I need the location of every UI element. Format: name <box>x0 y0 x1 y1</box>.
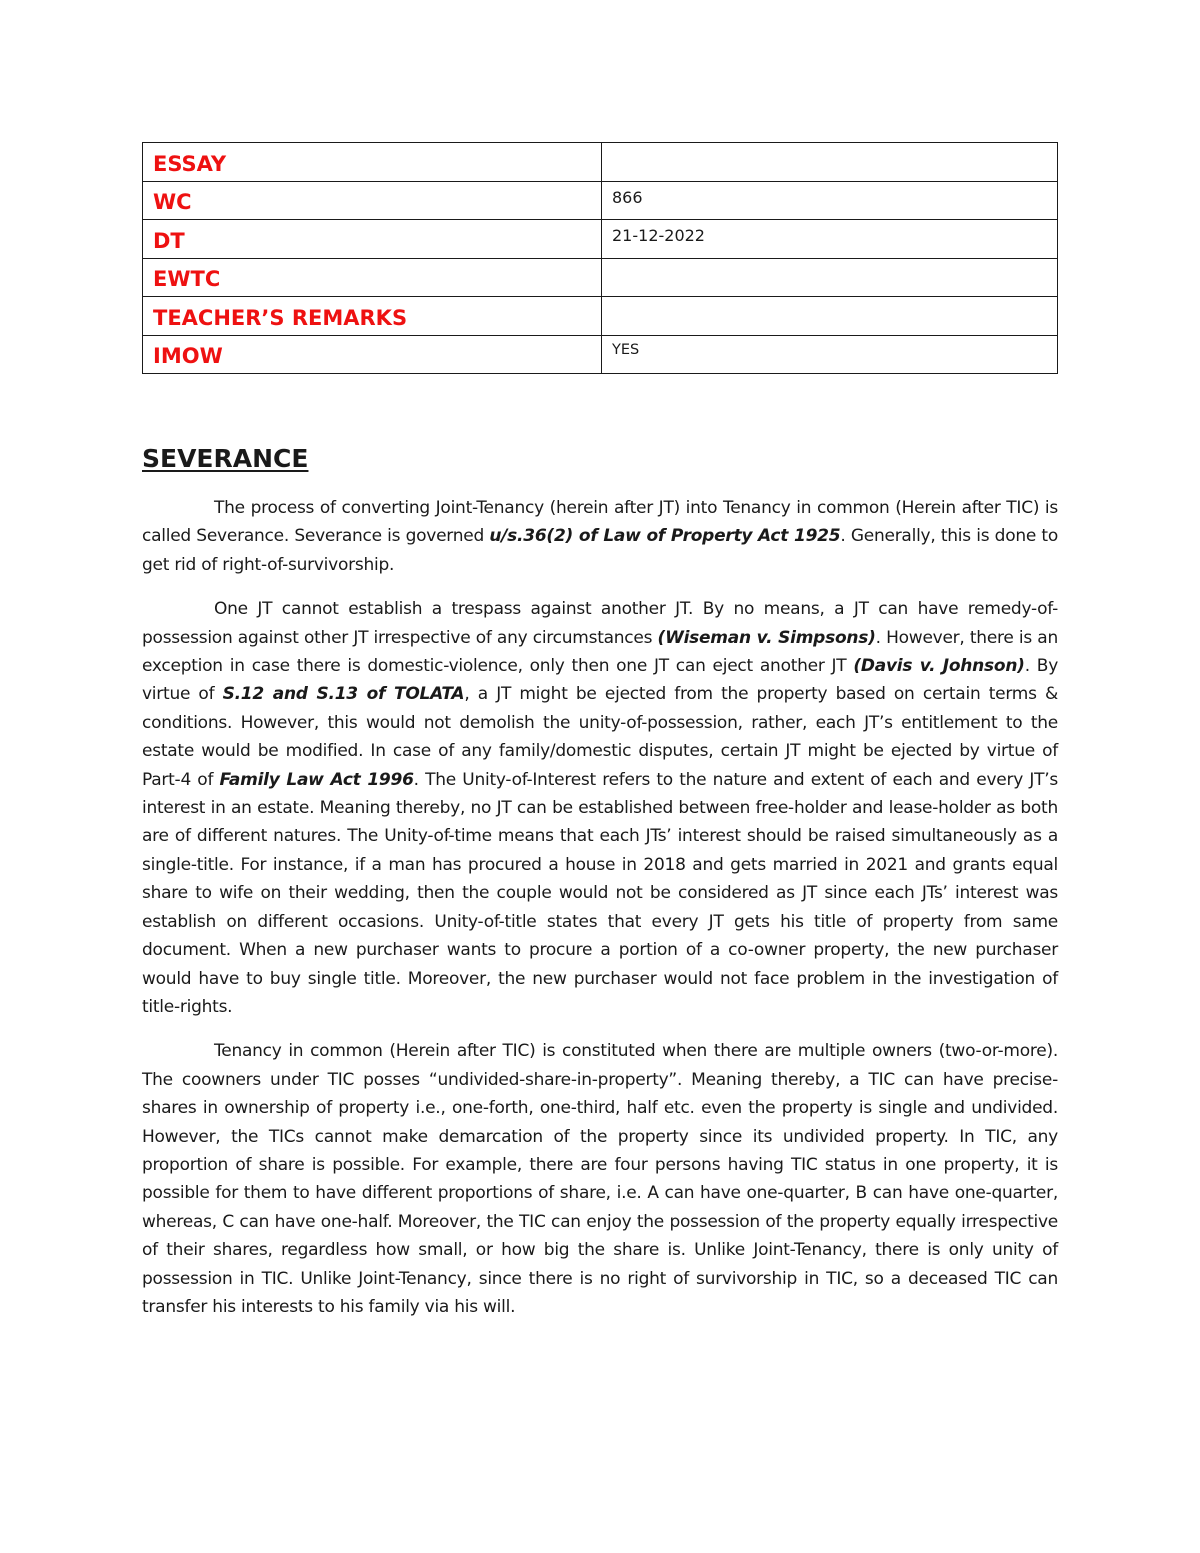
paragraph-2 <box>142 595 1058 1021</box>
row-label-dt: DT <box>143 220 602 259</box>
row-value-imow: YES <box>602 335 1058 374</box>
table-row <box>143 181 1058 220</box>
table-row <box>143 220 1058 259</box>
paragraph-1 <box>142 494 1058 579</box>
table-row <box>143 297 1058 336</box>
table-row <box>143 335 1058 374</box>
row-label-ewtc: EWTC <box>143 258 602 297</box>
row-value-teachers-remarks <box>602 297 1058 336</box>
paragraph-2-text-i: . The Unity-of-Interest refers to the nature and extent of each and every JT’s interest in an estate. Meaning thereby, no JT can be established between free-holder and lease-holder as both are of different natures. The Unity-of-time means that each JTs’ interest should be raised simultaneously as a single-title. For instance, if a man has procured a house in 2018 and gets married in 2021 and grants equal share to wife on their wedding, then the couple would not be considered as JT since each JTs’ interest was establish on different occasions. Unity-of-title states that every JT gets his title of property from same document. When a new purchaser wants to procure a portion of a co-owner property, the new purchaser would have to buy single title. Moreover, the new purchaser would not face problem in the investigation of title-rights. <box>142 769 1058 1017</box>
paragraph-2-text-c: . However, there is an exception in case there is domestic-violence, only then one JT can eject another JT <box>142 627 1058 677</box>
row-value-ewtc <box>602 258 1058 297</box>
paragraph-1-text-a: The process of converting Joint-Tenancy (herein after JT) into Tenancy in common (Herein after TIC) is called Severance. Severance is governed <box>142 498 1058 547</box>
table-row <box>143 258 1058 297</box>
section-heading: SEVERANCE <box>142 444 309 473</box>
case-reference: (Wiseman v. Simpsons) <box>657 627 876 648</box>
paragraph-2-text-g: , a JT might be ejected from the property based on certain terms & conditions. However, this would not demolish the unity-of-possession, rather, each JT’s entitlement to the estate would be modified. In case of any family/domestic disputes, certain JT might be ejected by virtue of Part-4 of <box>142 684 1058 790</box>
row-value-wc: 866 <box>602 181 1058 220</box>
row-value-dt: 21-12-2022 <box>602 220 1058 259</box>
statute-reference: S.12 and S.13 of TOLATA <box>222 684 465 705</box>
statute-reference: Family Law Act 1996 <box>219 769 414 790</box>
table-row <box>143 143 1058 182</box>
statute-reference: u/s.36(2) of Law of Property Act 1925 <box>489 526 841 547</box>
row-value-essay <box>602 143 1058 182</box>
row-label-essay: ESSAY <box>143 143 602 182</box>
row-label-wc: WC <box>143 181 602 220</box>
row-label-teachers-remarks: TEACHER’S REMARKS <box>143 297 602 336</box>
essay-info-table <box>142 142 1058 374</box>
paragraph-3: Tenancy in common (Herein after TIC) is constituted when there are multiple owners (two-or-more). The coowners under TIC posses “undivided-share-in-property”. Meaning thereby, a TIC can have precise-shares in ownership of property i.e., one-forth, one-third, half etc. even the property is single and undivided. However, the TICs cannot make demarcation of the property since its undivided property. In TIC, any proportion of share is possible. For example, there are four persons having TIC status in one property, it is possible for them to have different proportions of share, i.e. A can have one-quarter, B can have one-quarter, whereas, C can have one-half. Moreover, the TIC can enjoy the possession of the property equally irrespective of their shares, regardless how small, or how big the share is. Unlike Joint-Tenancy, there is only unity of possession in TIC. Unlike Joint-Tenancy, since there is no right of survivorship in TIC, so a deceased TIC can transfer his interests to his family via his will. <box>142 1041 1058 1317</box>
paragraph-2-text-e: . By virtue of <box>142 656 1058 705</box>
paragraph-1-text-c: . Generally, this is done to get rid of right-of-survivorship. <box>142 526 1058 575</box>
paragraph-2-text-a: One JT cannot establish a trespass against another JT. By no means, a JT can have remedy-of-possession against other JT irrespective of any circumstances <box>142 599 1058 648</box>
essay-body <box>142 494 1058 1337</box>
case-reference: (Davis v. Johnson) <box>853 656 1025 677</box>
row-label-imow: IMOW <box>143 335 602 374</box>
